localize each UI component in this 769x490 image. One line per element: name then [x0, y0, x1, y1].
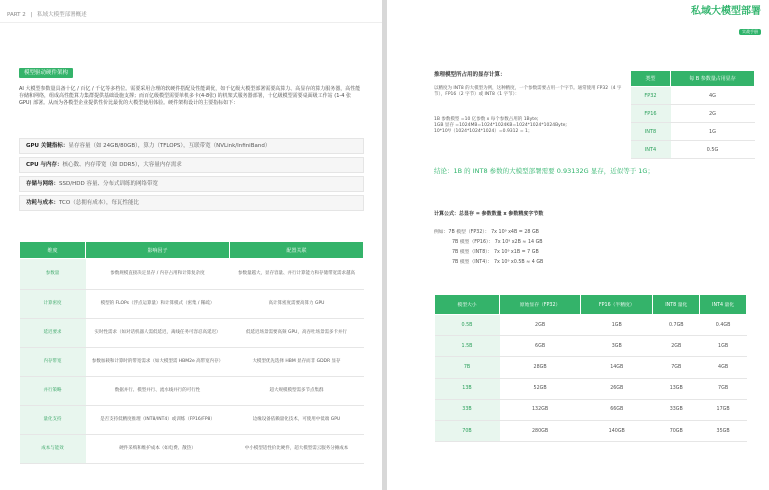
- table-row: [631, 141, 755, 159]
- fp16-cell: 14GB: [581, 357, 653, 378]
- spec-label: CPU 与内存：: [26, 162, 63, 168]
- value-cell: 1G: [671, 123, 755, 141]
- fp32-cell: 2GB: [500, 315, 581, 336]
- spec-label: 存储与网络：: [26, 181, 60, 187]
- factor-cell: 参数规模直接决定显存 / 内存占用和计算复杂度: [86, 259, 230, 290]
- fp32-cell: 52GB: [500, 378, 581, 399]
- column-header: 原始显存（FP32）: [500, 295, 581, 315]
- column-header: 每 B 参数量占用显存: [671, 71, 755, 87]
- spec-box-cpu: [19, 157, 364, 173]
- value-cell: 0.5G: [671, 141, 755, 159]
- int8-cell: 13GB: [653, 378, 700, 399]
- dimension-cell: 内存带宽: [20, 348, 86, 377]
- column-header: 类型: [631, 71, 671, 87]
- running-header: [7, 10, 87, 18]
- factor-cell: 参数加载和计算时的带宽需求（如大模型需 HBM2e 高带宽内存）: [86, 348, 230, 377]
- dimension-cell: 成本与能效: [20, 435, 86, 464]
- config-cell: 参数量越大，显存容量、并行计算能力和存储带宽需求越高: [230, 259, 364, 290]
- spec-label: GPU 关键指标：: [26, 143, 69, 149]
- table-row: [435, 357, 747, 378]
- calc-line: 1GB 显存 =1024MB=1024*1024KB=1024*1024*1024Byte;: [434, 122, 567, 128]
- factor-cell: 数据并行、模型并行、流水线并行的可行性: [86, 377, 230, 406]
- column-header: INT8 量化: [653, 295, 700, 315]
- column-header: 影响因子: [86, 242, 230, 259]
- fp16-cell: 26GB: [581, 378, 653, 399]
- column-header: 配置关联: [230, 242, 364, 259]
- table-row: [20, 290, 364, 319]
- table-row: [20, 259, 364, 290]
- conclusion-text: 结论：1B 的 INT8 参数的大模型部署需要 0.93132G 显存，近似等于 1G；: [434, 167, 654, 175]
- int4-cell: 7GB: [700, 378, 747, 399]
- logo-subtitle: 实战手册: [739, 29, 761, 35]
- type-cell: INT8: [631, 123, 671, 141]
- example-line: 7B 模型（INT8）： 7x 10⁹ x1B = 7 GB: [452, 250, 539, 255]
- logo-title: 私域大模型部署: [691, 6, 761, 17]
- column-header: FP16（半精度）: [581, 295, 653, 315]
- int4-cell: 0.4GB: [700, 315, 747, 336]
- table-row: [631, 123, 755, 141]
- table-row: [20, 406, 364, 435]
- spec-boxes: [19, 138, 364, 214]
- fp16-cell: 66GB: [581, 399, 653, 420]
- model-size-cell: 7B: [435, 357, 500, 378]
- fp32-cell: 280GB: [500, 420, 581, 441]
- dimension-cell: 量化支持: [20, 406, 86, 435]
- spec-text: 核心数、内存带宽（如 DDR5），大容量内存需求: [62, 162, 182, 168]
- factor-cell: 硬件采购和维护成本（如电费、散热）: [86, 435, 230, 464]
- model-size-cell: 70B: [435, 420, 500, 441]
- memory-heading: 推理模型所占用的显存计算：: [434, 72, 506, 78]
- model-size-cell: 1.5B: [435, 336, 500, 357]
- spec-box-storage: [19, 176, 364, 192]
- factor-cell: 是否支持低精度推理（INT8/INT4）或训练（FP16/FP8）: [86, 406, 230, 435]
- column-header: 维度: [20, 242, 86, 259]
- value-cell: 4G: [671, 87, 755, 105]
- table-row: [435, 420, 747, 441]
- example-list: [434, 228, 543, 268]
- config-cell: 低延迟场景需要高频 GPU，高吞吐场景需多卡并行: [230, 319, 364, 348]
- formula-heading: 计算公式：总显存 = 参数数量 x 参数精度字节数: [434, 211, 544, 217]
- model-size-cell: 0.5B: [435, 315, 500, 336]
- dimension-cell: 延迟要求: [20, 319, 86, 348]
- spec-text: SSD/HDD 容量、分布式训练的网络带宽: [59, 181, 158, 187]
- table-header-row: [631, 71, 755, 87]
- precision-paragraph: 以精度为 INT8 的大模型为例，这种精度，一个参数需要占用一个字节。通常使用 FP32（4 字节），FP16（2 字节）或 INT8（1 字节）：: [434, 86, 622, 97]
- table-row: [631, 105, 755, 123]
- left-page: [0, 0, 382, 490]
- type-cell: INT4: [631, 141, 671, 159]
- fp32-cell: 132GB: [500, 399, 581, 420]
- part-label: PART 2: [7, 12, 26, 18]
- spec-box-gpu: [19, 138, 364, 154]
- int4-cell: 17GB: [700, 399, 747, 420]
- table-row: [20, 435, 364, 464]
- config-cell: 中小模型适性价比硬件，超大模型需云服务分摊成本: [230, 435, 364, 464]
- config-cell: 超大规模模型需多节点集群: [230, 377, 364, 406]
- dimension-cell: 参数量: [20, 259, 86, 290]
- table-row: [20, 348, 364, 377]
- table-row: [435, 336, 747, 357]
- spec-box-power: [19, 195, 364, 211]
- table-header-row: [435, 295, 747, 315]
- config-cell: 边缘设备依赖量化技术，可使用中低端 GPU: [230, 406, 364, 435]
- int8-cell: 70GB: [653, 420, 700, 441]
- factor-table: [19, 241, 364, 464]
- table-row: [20, 377, 364, 406]
- fp16-cell: 3GB: [581, 336, 653, 357]
- section-tag: 模型驱动硬件架构: [19, 68, 73, 78]
- value-cell: 2G: [671, 105, 755, 123]
- calc-line: 1B 参数模型 =10 亿参数 x 每个参数占用的 1Byte;: [434, 117, 539, 122]
- config-cell: 高计算密度需要高算力 GPU: [230, 290, 364, 319]
- fp16-cell: 1GB: [581, 315, 653, 336]
- spec-label: 功耗与成本：: [26, 200, 60, 206]
- table-row: [435, 315, 747, 336]
- fp32-cell: 28GB: [500, 357, 581, 378]
- config-cell: 大模型优先选择 HBM 显存而非 GDDR 显存: [230, 348, 364, 377]
- brand-logo: [691, 6, 761, 37]
- factor-cell: 模型的 FLOPs（浮点运算量）和计算模式（密集 / 稀疏）: [86, 290, 230, 319]
- table-row: [435, 399, 747, 420]
- int8-cell: 2GB: [653, 336, 700, 357]
- example-line: 7B 模型（INT4）： 7x 10⁹ x0.5B ≈ 4 GB: [452, 260, 544, 265]
- int8-cell: 7GB: [653, 357, 700, 378]
- fp32-cell: 6GB: [500, 336, 581, 357]
- example-line: 7B 模型（FP16）： 7x 10⁹ x2B ≈ 14 GB: [452, 240, 543, 245]
- table-row: [435, 378, 747, 399]
- example-line: 例如：7B 模型（FP32）： 7x 10⁹ x4B = 28 GB: [434, 230, 539, 235]
- int8-cell: 33GB: [653, 399, 700, 420]
- precision-table: [630, 70, 755, 159]
- table-row: [20, 319, 364, 348]
- spec-text: TCO（总拥有成本），每瓦性能比: [59, 200, 139, 206]
- dimension-cell: 计算密度: [20, 290, 86, 319]
- int4-cell: 4GB: [700, 357, 747, 378]
- spec-text: 显存容量（如 24GB/80GB），算力（TFLOPS），互联带宽（NVLink/InfiniBand）: [68, 143, 271, 149]
- type-cell: FP32: [631, 87, 671, 105]
- vram-table: [434, 294, 747, 442]
- column-header: 模型大小: [435, 295, 500, 315]
- intro-paragraph: AI 大模型参数量具备十亿 / 百亿 / 千亿等多档位。需要采用合理的软硬件搭配及性能调优，如千亿级大模型部署需要高算力、高显存的算力服务器，高性能存储和网络，组成高性能算力集群提供基础设施支撑；而百亿级模型需要单机多卡(4-8张) 的机架式服务器部署，十亿级模型需要桌面级工作站 (1-4 张 GPU) 部署。从而为各模型企业提供性价比最优的大模型使用体验。硬件架构设计的主要指标如下：: [19, 86, 361, 106]
- type-cell: FP16: [631, 105, 671, 123]
- int4-cell: 35GB: [700, 420, 747, 441]
- calc-line: 10*10⁸/（1024*1024*1024）=0.9312 = 1；: [434, 128, 533, 134]
- calc-block: [434, 117, 624, 135]
- int4-cell: 1GB: [700, 336, 747, 357]
- model-size-cell: 33B: [435, 399, 500, 420]
- model-size-cell: 13B: [435, 378, 500, 399]
- int8-cell: 0.7GB: [653, 315, 700, 336]
- header-title: 私域大模型部署概述: [37, 12, 87, 18]
- header-separator: |: [30, 12, 33, 18]
- fp16-cell: 140GB: [581, 420, 653, 441]
- header-divider: [0, 22, 382, 23]
- column-header: INT4 量化: [700, 295, 747, 315]
- dimension-cell: 并行策略: [20, 377, 86, 406]
- table-row: [631, 87, 755, 105]
- table-header-row: [20, 242, 364, 259]
- factor-cell: 实时性需求（如对话机器人需低延迟，离线任务可容忍高延迟）: [86, 319, 230, 348]
